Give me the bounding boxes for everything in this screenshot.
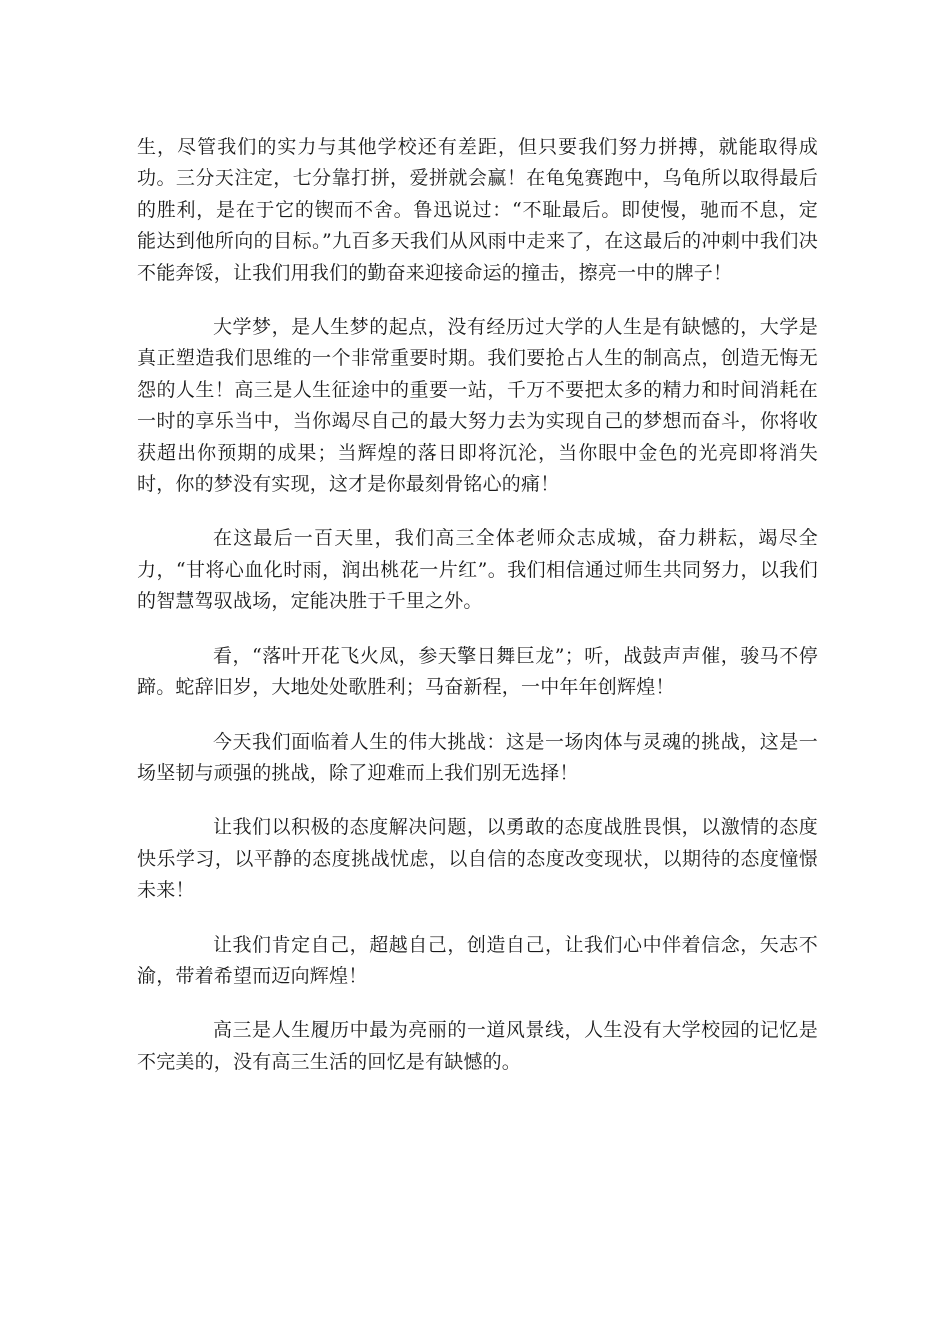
paragraph-7: 让我们肯定自己，超越自己，创造自己，让我们心中伴着信念，矢志不渝，带着希望而迈向辉煌！: [137, 933, 818, 987]
paragraph-5: 今天我们面临着人生的伟大挑战：这是一场肉体与灵魂的挑战，这是一场坚韧与顽强的挑战，除了迎难而上我们别无选择！: [137, 730, 818, 784]
paragraph-4: 看，“落叶开花飞火凤，参天擎日舞巨龙”；听，战鼓声声催，骏马不停蹄。蛇辞旧岁，大地处处歌胜利；马奋新程，一中年年创辉煌！: [137, 644, 818, 699]
paragraph-3: 在这最后一百天里，我们高三全体老师众志成城，奋力耕耘，竭尽全力，“甘将心血化时雨，润出桃花一片红”。我们相信通过师生共同努力，以我们的智慧驾驭战场，定能决胜于千里之外。: [137, 527, 818, 613]
document-body: [137, 132, 818, 1101]
paragraph-2: 大学梦，是人生梦的起点，没有经历过大学的人生是有缺憾的，大学是真正塑造我们思维的一个非常重要时期。我们要抢占人生的制高点，创造无悔无怨的人生！高三是人生征途中的重要一站，千万不要把太多的精力和时间消耗在一时的享乐当中，当你竭尽自己的最大努力去为实现自己的梦想而奋斗，你将收获超出你预期的成果；当辉煌的落日即将沉沦，当你眼中金色的光亮即将消失时，你的梦没有实现，这才是你最刻骨铭心的痛！: [137, 316, 818, 496]
paragraph-6: 让我们以积极的态度解决问题，以勇敢的态度战胜畏惧，以激情的态度快乐学习，以平静的态度挑战忧虑，以自信的态度改变现状，以期待的态度憧憬未来！: [137, 816, 818, 902]
paragraph-8: 高三是人生履历中最为亮丽的一道风景线，人生没有大学校园的记忆是不完美的，没有高三生活的回忆是有缺憾的。: [137, 1019, 818, 1073]
paragraph-1: 生，尽管我们的实力与其他学校还有差距，但只要我们努力拼搏，就能取得成功。三分天注定，七分靠打拼，爱拼就会赢！在龟兔赛跑中，乌龟所以取得最后的胜利，是在于它的锲而不舍。鲁迅说过：“不耻最后。即使慢，驰而不息，定能达到他所向的目标。”九百多天我们从风雨中走来了，在这最后的冲刺中我们决不能奔馁，让我们用我们的勤奋来迎接命运的撞击，擦亮一中的牌子！: [137, 136, 818, 284]
